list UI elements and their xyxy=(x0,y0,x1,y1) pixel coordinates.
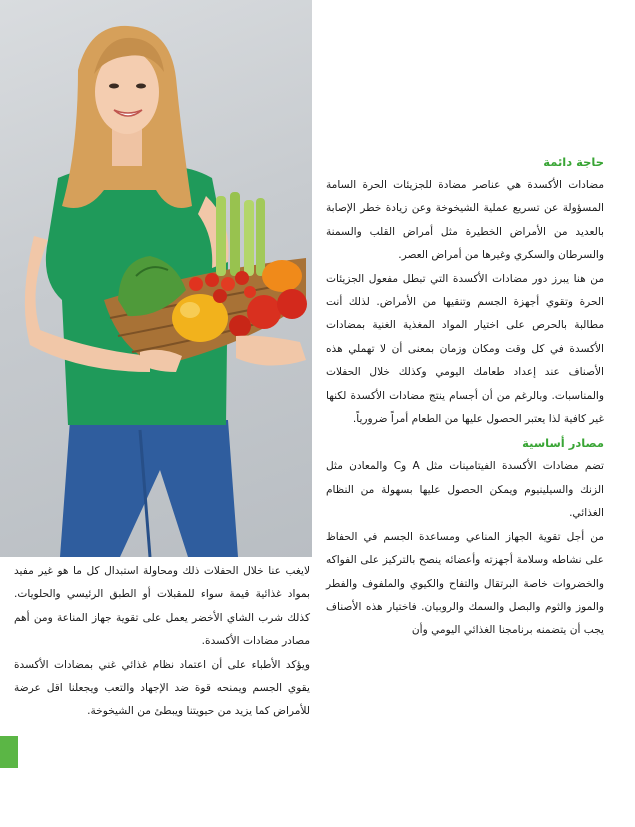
section-heading-main-sources: مصادر أساسية xyxy=(522,436,604,451)
photo-illustration xyxy=(0,0,312,557)
paragraph: تضم مضادات الأكسدة الفيتامينات مثل A وC والمعادن مثل الزنك والسيلينيوم ويمكن الحصول عليها بسهولة من النظام الغذائي. xyxy=(326,460,605,520)
paragraph: من هنا يبرز دور مضادات الأكسدة التي تبطل مفعول الجزيئات الحرة وتقوي أجهزة الجسم وتنقيها من الأمراض. لذلك أنت مطالبة بالحرص على اختيار المواد المغذية الغنية بمضادات الأكسدة في كل وقت ومكان وزمان بمعنى أن لا تهملي هذه الأصناف عند إعداد طعامك اليومي وكذلك خلال الحفلات والمناسبات. وبالرغم من أن أجسام ينتج مضادات الأكسدة لكنها غير كافية لذا يعتبر الحصول عليها من الطعام أمراً ضرورياً. xyxy=(326,272,604,426)
page-edge-tab xyxy=(0,736,18,768)
article-column-right xyxy=(326,150,604,643)
paragraph: لايغب عنا خلال الحفلات ذلك ومحاولة استبدال كل ما هو غير مفيد بمواد غذائية قيمة سواء للمقبلات أو الطبق الرئيسي والحلويات. كذلك شرب الشاي الأخضر يعمل على تقوية جهاز المناعة ومن أهم مصادر مضادات الأكسدة. xyxy=(14,565,310,648)
paragraph: ويؤكد الأطباء على أن اعتماد نظام غذائي غني بمضادات الأكسدة يقوي الجسم ويمنحه قوة ضد الإجهاد والتعب ويجعلنا اقل عرضة للأمراض كما يزيد من حيويتنا ويبطئ من الشيخوخة. xyxy=(14,658,310,718)
paragraph: مضادات الأكسدة هي عناصر مضادة للجزيئات الحرة السامة المسؤولة عن تسريع عملية الشيخوخة وعن زيادة خطر الإصابة بالعديد من الأمراض الخطيرة مثل أمراض القلب والسمنة والسرطان والسكري وغيرها من أمراض العصر. xyxy=(326,179,604,262)
section-heading-constant-need: حاجة دائمة xyxy=(543,155,604,169)
paragraph: من أجل تقوية الجهاز المناعي ومساعدة الجسم في الحفاظ على نشاطه وسلامة أجهزته وأعضائه ينصح بالتركيز على الفواكه والخضروات خاصة البرتقال والتفاح والكيوي والملفوف والفطر والموز والثوم والبصل والسمك والروبيان. فاختيار هذه الأصناف يجب أن يتضمنه برنامجنا الغذائي اليومي وأن xyxy=(326,530,604,637)
article-column-left xyxy=(14,560,310,724)
woman-with-vegetable-basket-photo xyxy=(0,0,312,557)
